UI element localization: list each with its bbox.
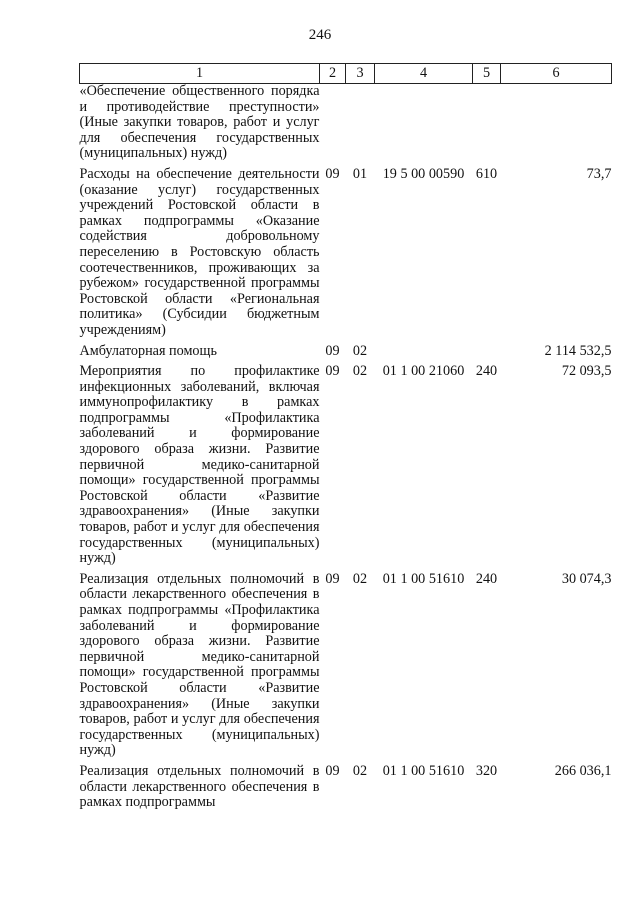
row-description: «Обеспечение общественного порядка и противодействие преступности» (Иные закупки товаров, работ и услуг для обеспечения государственных (муниципальных) нужд)	[79, 83, 320, 162]
expense-type-code: 240	[475, 363, 498, 380]
subsection-code	[346, 84, 375, 162]
expense-type-code: 610	[475, 165, 498, 182]
expense-type-code	[473, 339, 501, 360]
column-header: 2	[320, 64, 346, 84]
table-row	[80, 339, 612, 360]
subsection-code: 02	[352, 762, 368, 779]
budget-table	[79, 63, 612, 811]
row-description: Амбулаторная помощь	[79, 342, 217, 359]
row-description: Реализация отдельных полномочий в области лекарственного обеспечения в рамках подпрограммы	[79, 762, 320, 811]
amount: 2 114 532,5	[544, 342, 612, 359]
table-row	[80, 567, 612, 759]
target-article-code	[375, 339, 473, 360]
subsection-code: 02	[352, 342, 368, 359]
amount: 73,7	[586, 165, 612, 182]
row-description: Мероприятия по профилактике инфекционных заболеваний, включая иммунопрофилактику в рамках подпрограммы «Профилактика заболеваний и формирование здорового образа жизни. Развитие первичной медико-санитарной помощи» государственной программы Ростовской области «Развитие здравоохранения» (Иные закупки товаров, работ и услуг для обеспечения государственных (муниципальных) нужд)	[79, 363, 320, 567]
column-header: 5	[473, 64, 501, 84]
expense-type-code	[473, 84, 501, 162]
column-header: 6	[501, 64, 612, 84]
column-header: 4	[375, 64, 473, 84]
column-header: 1	[80, 64, 320, 84]
row-description: Реализация отдельных полномочий в области лекарственного обеспечения в рамках подпрограммы «Профилактика заболеваний и формирование здорового образа жизни. Развитие первичной медико-санитарной помощи» государственной программы Ростовской области «Развитие здравоохранения» (Иные закупки товаров, работ и услуг для обеспечения государственных (муниципальных) нужд)	[79, 570, 320, 759]
table-row	[80, 759, 612, 811]
section-code: 09	[325, 570, 340, 587]
page-number: 246	[308, 27, 332, 43]
column-header: 3	[346, 64, 375, 84]
table-row	[80, 84, 612, 162]
section-code	[320, 84, 346, 162]
target-article-code: 01 1 00 21060	[382, 363, 465, 380]
expense-type-code: 240	[475, 570, 498, 587]
subsection-code: 01	[352, 165, 368, 182]
section-code: 09	[325, 762, 340, 779]
section-code: 09	[325, 165, 340, 182]
row-description: Расходы на обеспечение деятельности (оказание услуг) государственных учреждений Ростовской области в рамках подпрограммы «Оказание содействия добровольному переселению в Ростовскую область соотечественников, проживающих за рубежом» государственной программы Ростовской области «Региональная политика» (Субсидии бюджетным учреждениям)	[79, 165, 320, 338]
table-row	[80, 162, 612, 339]
target-article-code: 01 1 00 51610	[382, 570, 465, 587]
target-article-code: 01 1 00 51610	[382, 762, 465, 779]
section-code: 09	[325, 342, 340, 359]
subsection-code: 02	[352, 363, 368, 380]
target-article-code	[375, 84, 473, 162]
amount: 266 036,1	[554, 762, 612, 779]
amount: 72 093,5	[561, 363, 612, 380]
amount	[501, 84, 612, 162]
target-article-code: 19 5 00 00590	[382, 165, 465, 182]
table-row	[80, 359, 612, 567]
table-header-row	[80, 64, 612, 84]
section-code: 09	[325, 363, 340, 380]
subsection-code: 02	[352, 570, 368, 587]
amount: 30 074,3	[561, 570, 612, 587]
expense-type-code: 320	[475, 762, 498, 779]
